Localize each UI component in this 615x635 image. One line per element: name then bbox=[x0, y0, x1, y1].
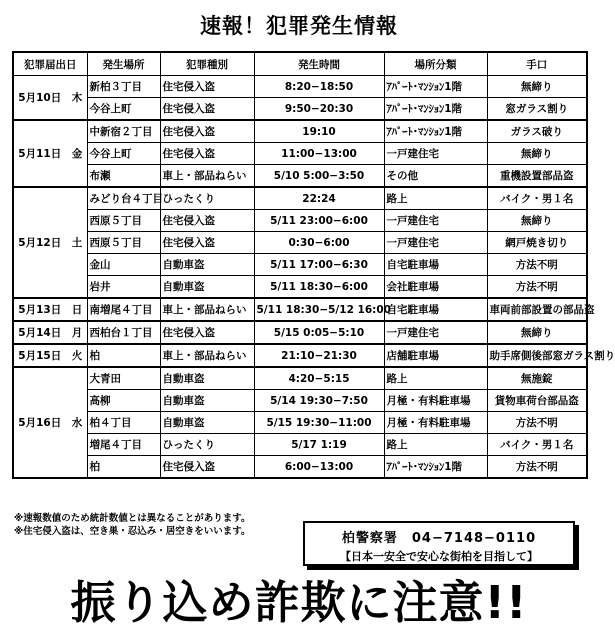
method-cell: 助手席側後部窓ガラス割り bbox=[487, 344, 587, 367]
place-category-cell: 店舗駐車場 bbox=[384, 344, 487, 367]
place-category-cell: 一戸建住宅 bbox=[384, 321, 487, 344]
place-category-cell: 路上 bbox=[384, 187, 487, 210]
table-row bbox=[13, 254, 587, 276]
report-date: 5月10日 木 bbox=[13, 76, 87, 121]
method-cell: 無施錠 bbox=[487, 367, 587, 390]
column-header: 場所分類 bbox=[384, 52, 487, 76]
table-row bbox=[13, 210, 587, 232]
footnote: ※住宅侵入盗は、空き巣・忍込み・居空きをいいます。 bbox=[14, 526, 251, 537]
time-cell: 21:10−21:30 bbox=[254, 344, 384, 367]
crime-type-cell: 住宅侵入盗 bbox=[160, 210, 254, 232]
footnotes bbox=[14, 512, 250, 538]
location-cell: 西原５丁目 bbox=[87, 232, 160, 254]
time-cell: 5/17 1:19 bbox=[254, 434, 384, 456]
column-header: 手口 bbox=[487, 52, 587, 76]
method-cell: バイク・男１名 bbox=[487, 187, 587, 210]
crime-type-cell: 住宅侵入盗 bbox=[160, 456, 254, 479]
table-row bbox=[13, 344, 587, 367]
place-category-cell: 一戸建住宅 bbox=[384, 210, 487, 232]
location-cell: 西原５丁目 bbox=[87, 210, 160, 232]
police-contact-box bbox=[303, 521, 575, 566]
crime-type-cell: 車上・部品ねらい bbox=[160, 344, 254, 367]
column-header: 発生場所 bbox=[87, 52, 160, 76]
place-category-cell: 一戸建住宅 bbox=[384, 232, 487, 254]
crime-type-cell: 住宅侵入盗 bbox=[160, 232, 254, 254]
report-date: 5月13日 日 bbox=[13, 298, 87, 321]
crime-type-cell: 車上・部品ねらい bbox=[160, 165, 254, 188]
table-row bbox=[13, 321, 587, 344]
report-date: 5月14日 月 bbox=[13, 321, 87, 344]
location-cell: 中新宿２丁目 bbox=[87, 120, 160, 143]
time-cell: 5/11 23:00−6:00 bbox=[254, 210, 384, 232]
method-cell: 無締り bbox=[487, 210, 587, 232]
table-row bbox=[13, 98, 587, 121]
table-row bbox=[13, 390, 587, 412]
place-category-cell: 会社駐車場 bbox=[384, 276, 487, 299]
location-cell: 柏 bbox=[87, 456, 160, 479]
location-cell: 南増尾４丁目 bbox=[87, 298, 160, 321]
crime-type-cell: 車上・部品ねらい bbox=[160, 298, 254, 321]
location-cell: 新柏３丁目 bbox=[87, 76, 160, 98]
footnote: ※速報数値のため統計数値とは異なることがあります。 bbox=[14, 513, 251, 524]
table-row bbox=[13, 367, 587, 390]
crime-type-cell: ひったくり bbox=[160, 434, 254, 456]
method-cell: バイク・男１名 bbox=[487, 434, 587, 456]
location-cell: 西柏台１丁目 bbox=[87, 321, 160, 344]
method-cell: 車両前部設置の部品盗 bbox=[487, 298, 587, 321]
place-category-cell: ｱﾊﾟｰﾄ･ﾏﾝｼｮﾝ1階 bbox=[384, 456, 487, 479]
crime-type-cell: 住宅侵入盗 bbox=[160, 120, 254, 143]
crime-type-cell: ひったくり bbox=[160, 187, 254, 210]
location-cell: 増尾４丁目 bbox=[87, 434, 160, 456]
table-row bbox=[13, 143, 587, 165]
place-category-cell: 自宅駐車場 bbox=[384, 298, 487, 321]
time-cell: 5/11 18:30−6:00 bbox=[254, 276, 384, 299]
crime-type-cell: 住宅侵入盗 bbox=[160, 76, 254, 98]
table-body bbox=[13, 76, 615, 479]
time-cell: 9:50−20:30 bbox=[254, 98, 384, 121]
method-cell: 無締り bbox=[487, 321, 587, 344]
place-category-cell: 月極・有料駐車場 bbox=[384, 390, 487, 412]
method-cell: 方法不明 bbox=[487, 412, 587, 434]
table-row bbox=[13, 434, 587, 456]
time-cell: 8:20−18:50 bbox=[254, 76, 384, 98]
table-row bbox=[13, 412, 587, 434]
method-cell: 貨物車荷台部品盗 bbox=[487, 390, 587, 412]
place-category-cell: 路上 bbox=[384, 367, 487, 390]
crime-type-cell: 自動車盗 bbox=[160, 276, 254, 299]
method-cell: 方法不明 bbox=[487, 276, 587, 299]
place-category-cell: 月極・有料駐車場 bbox=[384, 412, 487, 434]
column-header: 発生時間 bbox=[254, 52, 384, 76]
report-date: 5月11日 金 bbox=[13, 120, 87, 187]
table-row bbox=[13, 187, 587, 210]
method-cell: 方法不明 bbox=[487, 254, 587, 276]
table-row bbox=[13, 298, 587, 321]
time-cell: 4:20−5:15 bbox=[254, 367, 384, 390]
report-date: 5月12日 土 bbox=[13, 187, 87, 298]
time-cell: 5/14 19:30−7:50 bbox=[254, 390, 384, 412]
crime-type-cell: 自動車盗 bbox=[160, 254, 254, 276]
police-phone: 柏警察署 04−7148−0110 bbox=[341, 531, 537, 546]
time-cell: 5/11 17:00−6:30 bbox=[254, 254, 384, 276]
place-category-cell: 一戸建住宅 bbox=[384, 143, 487, 165]
location-cell: 今谷上町 bbox=[87, 143, 160, 165]
location-cell: 柏４丁目 bbox=[87, 412, 160, 434]
place-category-cell: その他 bbox=[384, 165, 487, 188]
location-cell: みどり台４丁目 bbox=[87, 187, 160, 210]
table-row bbox=[13, 456, 587, 479]
location-cell: 布瀬 bbox=[87, 165, 160, 188]
time-cell: 5/15 19:30−11:00 bbox=[254, 412, 384, 434]
page-title: 速報！犯罪発生情報 bbox=[200, 14, 398, 38]
time-cell: 11:00−13:00 bbox=[254, 143, 384, 165]
table-row bbox=[13, 165, 587, 188]
crime-type-cell: 自動車盗 bbox=[160, 412, 254, 434]
method-cell: 窓ガラス割り bbox=[487, 98, 587, 121]
place-category-cell: ｱﾊﾟｰﾄ･ﾏﾝｼｮﾝ1階 bbox=[384, 76, 487, 98]
method-cell: 網戸焼き切り bbox=[487, 232, 587, 254]
location-cell: 大青田 bbox=[87, 367, 160, 390]
method-cell: 無締り bbox=[487, 76, 587, 98]
location-cell: 金山 bbox=[87, 254, 160, 276]
method-cell: ガラス破り bbox=[487, 120, 587, 143]
time-cell: 5/11 18:30−5/12 16:00 bbox=[254, 298, 384, 321]
location-cell: 岩井 bbox=[87, 276, 160, 299]
column-header: 犯罪届出日 bbox=[13, 52, 87, 76]
method-cell: 重機設置部品盗 bbox=[487, 165, 587, 188]
location-cell: 高柳 bbox=[87, 390, 160, 412]
time-cell: 22:24 bbox=[254, 187, 384, 210]
crime-type-cell: 自動車盗 bbox=[160, 367, 254, 390]
crime-type-cell: 住宅侵入盗 bbox=[160, 321, 254, 344]
time-cell: 19:10 bbox=[254, 120, 384, 143]
time-cell: 6:00−13:00 bbox=[254, 456, 384, 479]
place-category-cell: 路上 bbox=[384, 434, 487, 456]
method-cell: 無締り bbox=[487, 143, 587, 165]
crime-type-cell: 住宅侵入盗 bbox=[160, 98, 254, 121]
place-category-cell: 自宅駐車場 bbox=[384, 254, 487, 276]
location-cell: 柏 bbox=[87, 344, 160, 367]
table-row bbox=[13, 76, 587, 98]
table-row bbox=[13, 276, 587, 299]
time-cell: 5/10 5:00−3:50 bbox=[254, 165, 384, 188]
time-cell: 0:30−6:00 bbox=[254, 232, 384, 254]
fraud-warning-banner: 振り込め詐欺に注意!! bbox=[70, 576, 528, 629]
place-category-cell: ｱﾊﾟｰﾄ･ﾏﾝｼｮﾝ1階 bbox=[384, 120, 487, 143]
report-date: 5月16日 水 bbox=[13, 367, 87, 478]
police-slogan: 【日本一安全で安心な街柏を目指して】 bbox=[340, 550, 538, 563]
method-cell: 方法不明 bbox=[487, 456, 587, 479]
time-cell: 5/15 0:05−5:10 bbox=[254, 321, 384, 344]
crime-type-cell: 自動車盗 bbox=[160, 390, 254, 412]
table-row bbox=[13, 232, 587, 254]
report-date: 5月15日 火 bbox=[13, 344, 87, 367]
crime-report-table bbox=[12, 51, 615, 479]
table-header-row bbox=[13, 52, 587, 76]
place-category-cell: ｱﾊﾟｰﾄ･ﾏﾝｼｮﾝ1階 bbox=[384, 98, 487, 121]
column-header: 犯罪種別 bbox=[160, 52, 254, 76]
table-row bbox=[13, 120, 587, 143]
location-cell: 今谷上町 bbox=[87, 98, 160, 121]
crime-type-cell: 住宅侵入盗 bbox=[160, 143, 254, 165]
